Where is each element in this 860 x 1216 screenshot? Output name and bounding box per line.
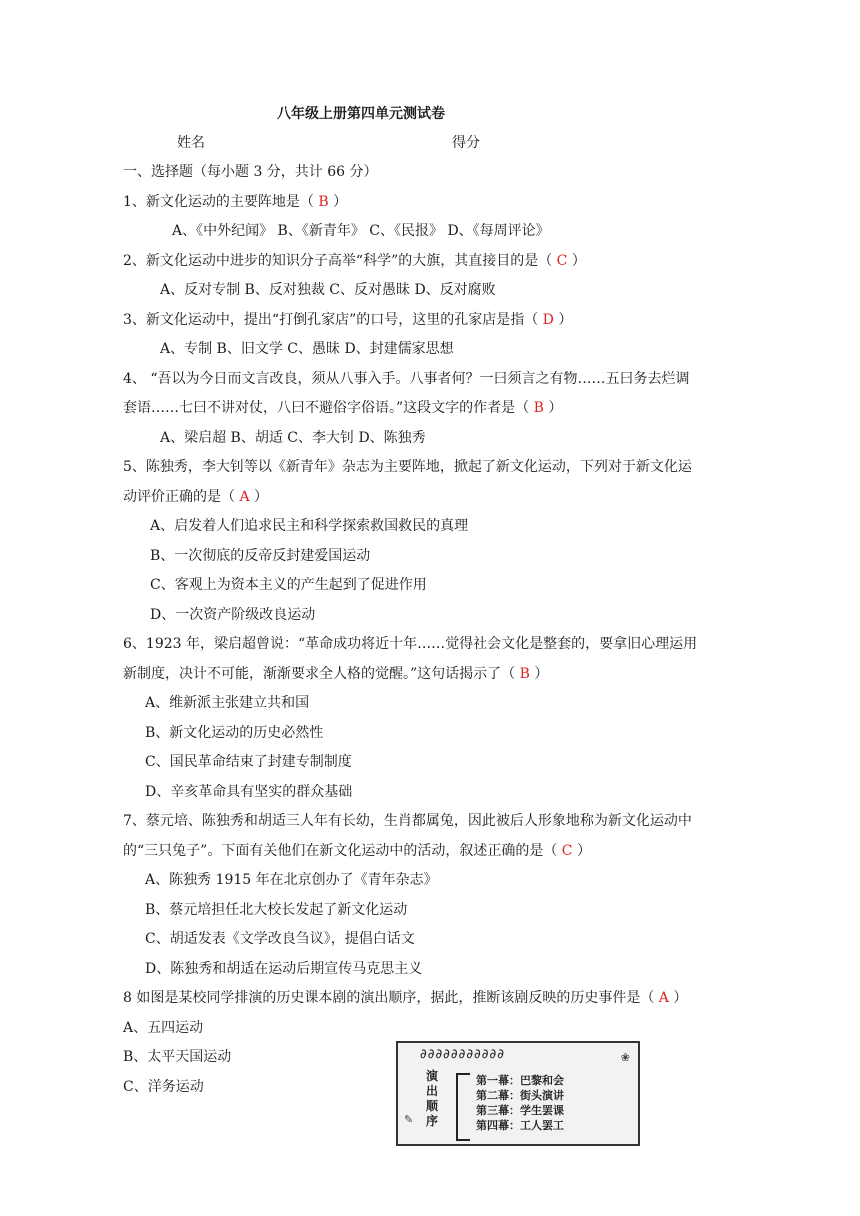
performance-order-figure — [396, 1041, 640, 1146]
exam-title: 八年级上册第四单元测试卷 — [277, 106, 445, 122]
figure-act: 第三幕：学生罢课 — [476, 1104, 564, 1117]
figure-act: 第四幕：工人罢工 — [476, 1119, 564, 1132]
scribble-decoration: ❀ — [620, 1051, 630, 1064]
question-6-option: B、新文化运动的历史必然性 — [145, 725, 324, 741]
question-5-option: B、一次彻底的反帝反封建爱国运动 — [150, 548, 371, 564]
question-2-stem: 2、新文化运动中进步的知识分子高举“科学”的大旗，其直接目的是（ C ） — [123, 253, 586, 269]
question-8-option: B、太平天国运动 — [123, 1049, 232, 1065]
question-6-option: C、国民革命结束了封建专制制度 — [145, 754, 352, 770]
answer-mark: B — [313, 194, 334, 210]
figure-vertical-label: 演出顺序 — [425, 1069, 438, 1128]
figure-acts-list — [476, 1073, 564, 1133]
answer-mark: B — [529, 400, 549, 416]
name-label: 姓名 — [177, 135, 205, 151]
question-4-options: A、梁启超 B、胡适 C、李大钊 D、陈独秀 — [160, 430, 426, 446]
question-5-stem-line-2: 动评价正确的是（ A ） — [123, 489, 269, 505]
answer-mark: C — [557, 843, 577, 859]
question-6-stem-line-1: 6、1923 年，梁启超曾说：“革命成功将近十年……觉得社会文化是整套的，要拿旧心理运用 — [123, 636, 698, 652]
figure-act: 第一幕：巴黎和会 — [476, 1074, 564, 1087]
question-1-stem: 1、新文化运动的主要阵地是（ B ） — [123, 194, 348, 210]
question-5-option: A、启发着人们追求民主和科学探索救国救民的真理 — [150, 518, 469, 534]
question-6-stem-line-2: 新制度，决计不可能，渐渐要求全人格的觉醒。”这句话揭示了（ B ） — [123, 666, 549, 682]
question-5-stem-line-1: 5、陈独秀，李大钊等以《新青年》杂志为主要阵地，掀起了新文化运动，下列对于新文化运 — [123, 459, 692, 475]
question-1-options: A、《中外纪闻》 B、《新青年》 C、《民报》 D、《每周评论》 — [172, 223, 550, 239]
question-8-option: C、洋务运动 — [123, 1079, 204, 1095]
question-4-stem-line-1: 4、 “吾以为今日而文言改良，须从八事入手。八事者何？一曰须言之有物……五曰务去烂调 — [123, 371, 690, 387]
question-6-option: D、辛亥革命具有坚实的群众基础 — [145, 784, 353, 800]
question-2-options: A、反对专制 B、反对独裁 C、反对愚昧 D、反对腐败 — [160, 282, 496, 298]
section-heading: 一、选择题（每小题 3 分，共计 66 分） — [123, 164, 378, 180]
question-7-option: C、胡适发表《文学改良刍议》，提倡白话文 — [145, 931, 415, 947]
question-5-option: C、客观上为资本主义的产生起到了促进作用 — [150, 577, 427, 593]
question-3-stem: 3、新文化运动中，提出“打倒孔家店”的口号，这里的孔家店是指（ D ） — [123, 312, 573, 328]
question-7-option: B、蔡元培担任北大校长发起了新文化运动 — [145, 902, 408, 918]
answer-mark: C — [552, 253, 572, 269]
question-7-stem-line-2: 的“三只兔子”。下面有关他们在新文化运动中的活动，叙述正确的是（ C ） — [123, 843, 591, 859]
question-4-stem-line-2: 套语……七曰不讲对仗，八曰不避俗字俗语。”这段文字的作者是（ B ） — [123, 400, 563, 416]
question-8-stem: 8 如图是某校同学排演的历史课本剧的演出顺序，据此，推断该剧反映的历史事件是（ A ） — [123, 990, 688, 1006]
notebook-spiral-decoration: ∂∂∂∂∂∂∂∂∂∂∂ — [420, 1047, 505, 1062]
answer-mark: A — [235, 489, 255, 505]
score-label: 得分 — [452, 135, 480, 151]
bracket-decoration — [456, 1073, 470, 1141]
question-5-option: D、一次资产阶级改良运动 — [150, 607, 316, 623]
question-8-option: A、五四运动 — [123, 1020, 204, 1036]
answer-mark: B — [515, 666, 535, 682]
question-6-option: A、维新派主张建立共和国 — [145, 695, 310, 711]
question-3-options: A、专制 B、旧文学 C、愚昧 D、封建儒家思想 — [160, 341, 454, 357]
answer-mark: D — [538, 312, 559, 328]
answer-mark: A — [654, 990, 674, 1006]
question-7-stem-line-1: 7、蔡元培、陈独秀和胡适三人年有长幼，生肖都属兔，因此被后人形象地称为新文化运动中 — [123, 813, 692, 829]
question-7-option: D、陈独秀和胡适在运动后期宣传马克思主义 — [145, 961, 423, 977]
question-7-option: A、陈独秀 1915 年在北京创办了《青年杂志》 — [145, 872, 438, 888]
scribble-decoration: ✎ — [404, 1113, 414, 1126]
figure-act: 第二幕：街头演讲 — [476, 1089, 564, 1102]
